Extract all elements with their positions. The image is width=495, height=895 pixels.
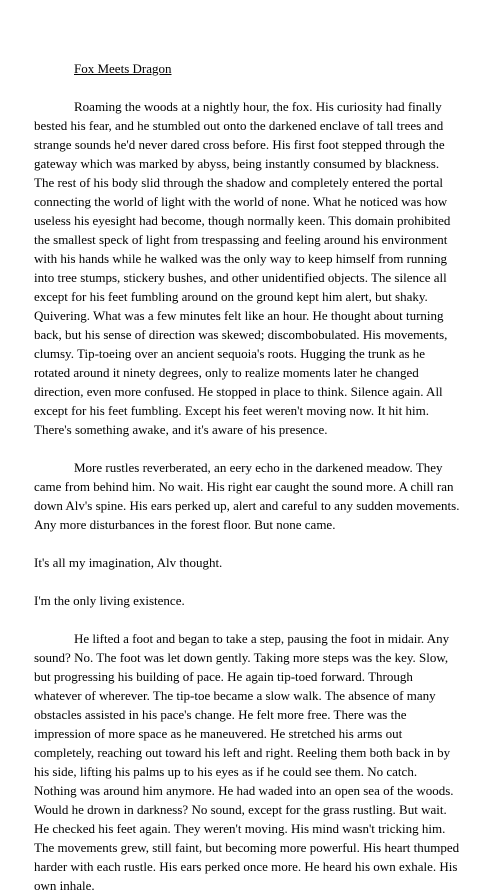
paragraph-2: More rustles reverberated, an eery echo in the darkened meadow. They came from behind him. No wait. His right ear caught the sound more. A chill ran down Alv's spine. His ears perked up, alert and careful to any sudden movements. Any more disturbances in the forest floor. But none came. <box>34 460 460 532</box>
document-title: Fox Meets Dragon <box>74 61 172 76</box>
spacer <box>34 610 461 629</box>
paragraph-4: I'm the only living existence. <box>34 593 185 608</box>
spacer <box>34 78 461 97</box>
spacer <box>34 534 461 553</box>
spacer <box>34 439 461 458</box>
spacer <box>34 572 461 591</box>
paragraph-3: It's all my imagination, Alv thought. <box>34 555 223 570</box>
paragraph-5: He lifted a foot and began to take a step, pausing the foot in midair. Any sound? No. The foot was let down gently. Taking more steps was the key. Slow, but progressing his building of pace. He again tip-toed forward. Through whatever of wherever. The tip-toe became a slow walk. The absence of many obstacles assisted in his pace's change. He felt more free. There was the impression of more space as he maneuvered. He stretched his arms out completely, reaching out toward his left and right. Reeling them both back in by his side, lifting his palms up to his eyes as if he could see them. No catch. Nothing was around him anymore. He had waded into an open sea of the woods. Would he drown in darkness? No sound, except for the grass rustling. But wait. He checked his feet again. They weren't moving. His mind wasn't tricking him. The movements grew, still faint, but becoming more powerful. His heart thumped harder with each rustle. His ears perked once more. He heard his own exhale. His own inhale. <box>34 631 460 893</box>
paragraph-1: Roaming the woods at a nightly hour, the fox. His curiosity had finally bested his fear, and he stumbled out onto the darkened enclave of tall trees and strange sounds he'd never dared cross before. His first foot stepped through the gateway which was marked by abyss, being instantly consumed by blackness. The rest of his body slid through the shadow and completely entered the portal connecting the world of light with the world of none. What he noticed was how useless his eyesight had become, though normally keen. This domain prohibited the smallest speck of light from trespassing and feeling around his environment with his hands while he walked was the only way to keep himself from running into tree stumps, stickery bushes, and other unidentified objects. The silence all except for his feet fumbling around on the ground kept him alert, but shaky. Quivering. What was a few minutes felt like an hour. He thought about turning back, but his sense of direction was skewed; discombobulated. His movements, clumsy. Tip-toeing over an ancient sequoia's roots. Hugging the trunk as he rotated around it ninety degrees, only to realize moments later he changed direction, even more confused. He stopped in place to think. Silence again. All except for his feet fumbling. Except his feet weren't moving now. It hit him. There's something awake, and it's aware of his presence. <box>34 99 451 437</box>
